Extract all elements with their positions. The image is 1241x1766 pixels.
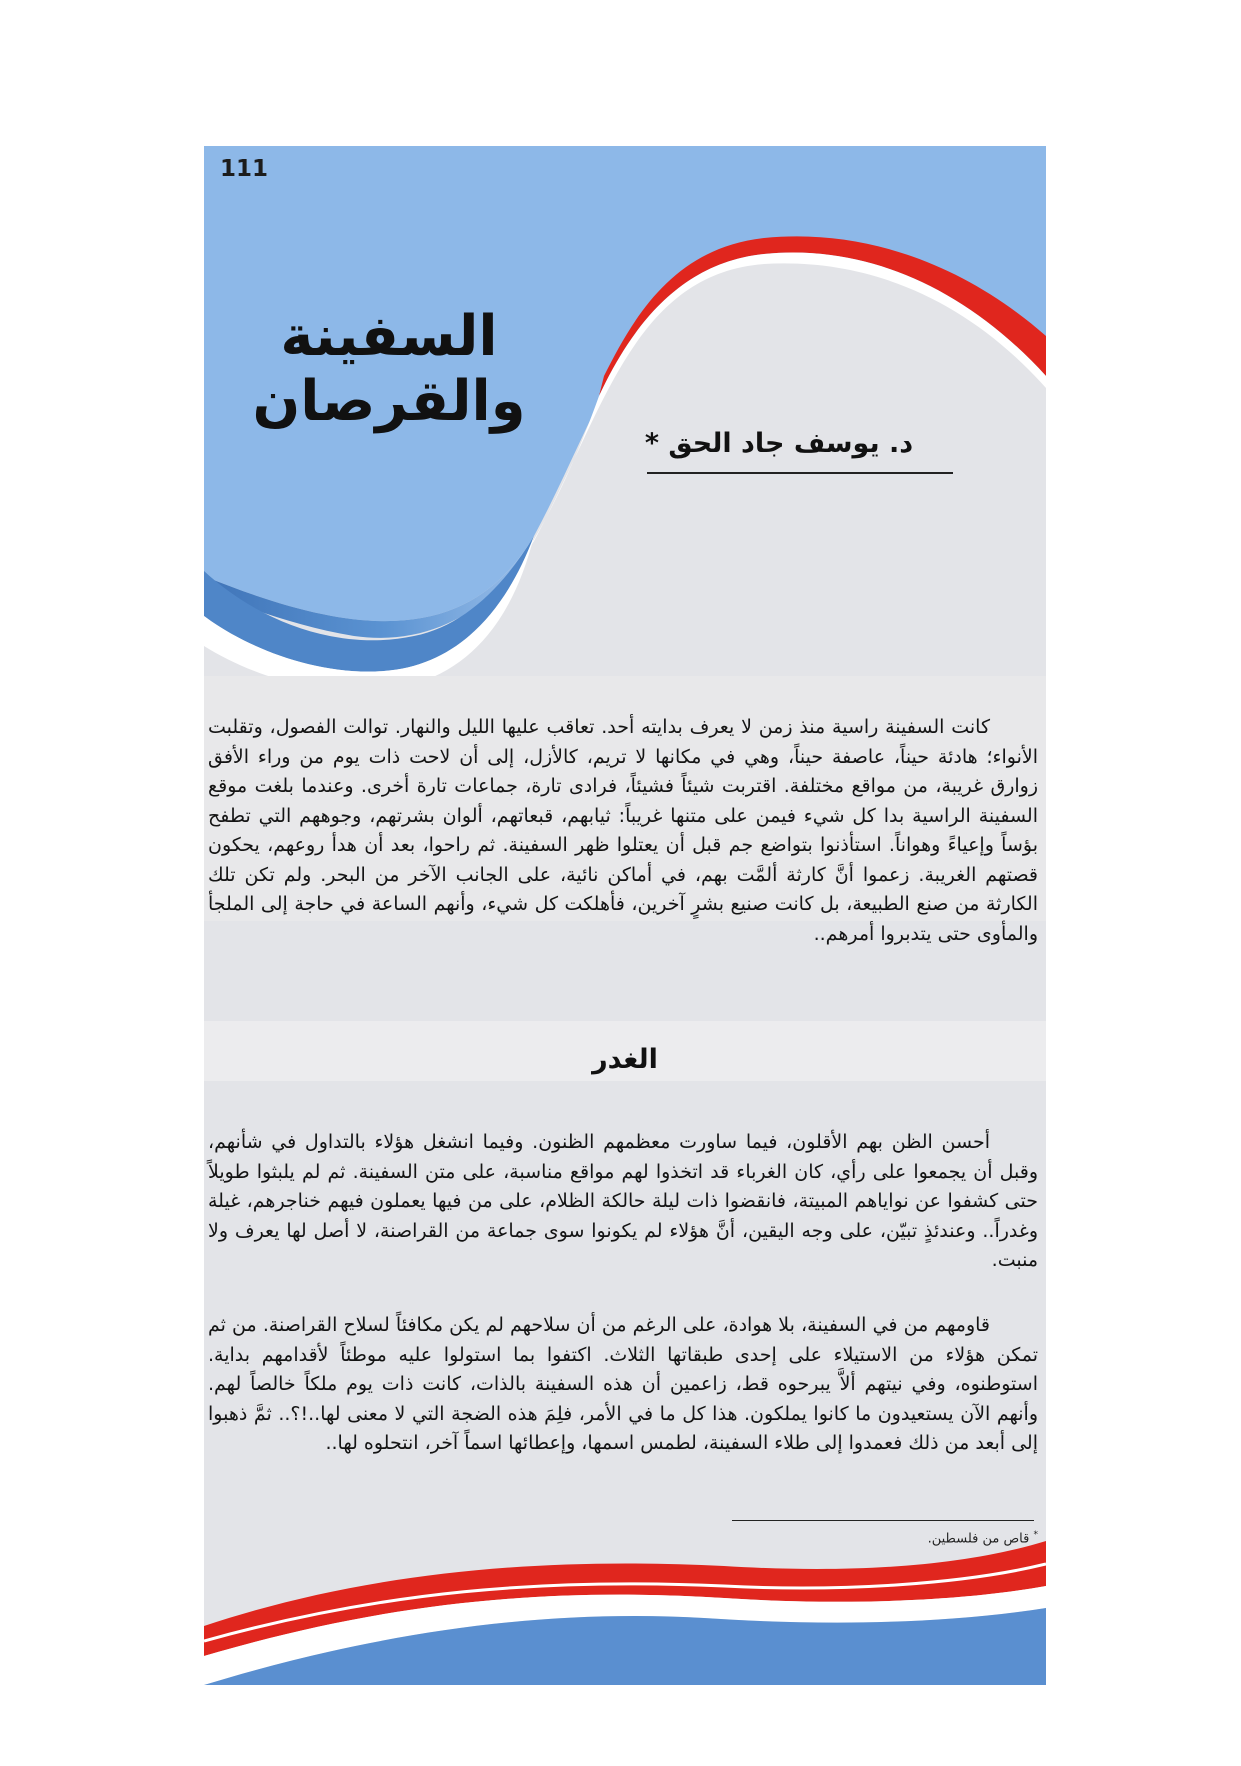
section-heading: الغدر bbox=[592, 1044, 658, 1075]
section-paragraph-1: أحسن الظن بهم الأقلون، فيما ساورت معظمهم الظنون. وفيما انشغل هؤلاء بالتداول في شأنهم، وقبل أن يجمعوا على رأي، كان الغرباء قد اتخذوا لهم مواقع مناسبة، على متن السفينة. ثم لم يلبثوا طويلاً حتى كشفوا عن نواياهم المبيتة، فانقضوا ذات ليلة حالكة الظلام، على من فيها يعملون فيهم خناجرهم، غيلة وغدراً.. وعندئذٍ تبيّن، على وجه اليقين، أنَّ هؤلاء لم يكونوا سوى جماعة من القراصنة، لا أصل لها يعرف ولا منبت. bbox=[208, 1131, 1038, 1271]
page-number: 111 bbox=[220, 156, 269, 182]
footnote-marker: * bbox=[1033, 1530, 1038, 1540]
article-title: السفينة والقرصان bbox=[252, 304, 526, 434]
page bbox=[204, 146, 1046, 1685]
author-name: د. يوسف جاد الحق * bbox=[644, 428, 914, 459]
author-underline bbox=[647, 472, 953, 474]
section-paragraph-2: قاومهم من في السفينة، بلا هوادة، على الرغم من أن سلاحهم لم يكن مكافئاً لسلاح القراصنة. من ثم تمكن هؤلاء من الاستيلاء على إحدى طبقاتها الثلاث. اكتفوا بما استولوا عليه موطئاً لأقدامهم بداية. استوطنوه، وفي نيتهم ألاَّ يبرحوه قط، زاعمين أن هذه السفينة بالذات، كانت ذات يوم ملكاً خالصاً لهم. وأنهم الآن يستعيدون ما كانوا يملكون. هذا كل ما في الأمر، فلِمَ هذه الضجة التي لا معنى لها..!؟.. ثمَّ ذهبوا إلى أبعد من ذلك فعمدوا إلى طلاء السفينة، لطمس اسمها، وإعطائها اسماً آخر، انتحلوه لها.. bbox=[208, 1314, 1038, 1454]
footnote-text: قاص من فلسطين. bbox=[927, 1531, 1030, 1547]
footnote-rule bbox=[732, 1520, 1034, 1521]
footnote bbox=[724, 1530, 1038, 1546]
intro-paragraph: كانت السفينة راسية منذ زمن لا يعرف بدايته أحد. تعاقب عليها الليل والنهار. توالت الفصول، وتقلبت الأنواء؛ هادئة حيناً، عاصفة حيناً، وهي في مكانها لا تريم، كالأزل، إلى أن لاحت ذات يوم من وراء الأفق زوارق غريبة، من مواقع مختلفة. اقتربت شيئاً فشيئاً، فرادى تارة، جماعات تارة أخرى. وعندما بلغت موقع السفينة الراسية بدا كل شيء فيمن على متنها غريباً: ثيابهم، قبعاتهم، ألوان بشرتهم، وجوههم التي تطفح بؤساً وإعياءً وهواناً. استأذنوا بتواضع جم قبل أن يعتلوا ظهر السفينة. ثم راحوا، بعد أن هدأ روعهم، يحكون قصتهم الغريبة. زعموا أنَّ كارثة ألمَّت بهم، في أماكن نائية، على الجانب الآخر من البحر. ولم تكن تلك الكارثة من صنع الطبيعة، بل كانت صنيع بشرٍ آخرين، فأهلكت كل شيء، وأنهم الساعة في حاجة إلى الملجأ والمأوى حتى يتدبروا أمرهم.. bbox=[208, 716, 1038, 945]
